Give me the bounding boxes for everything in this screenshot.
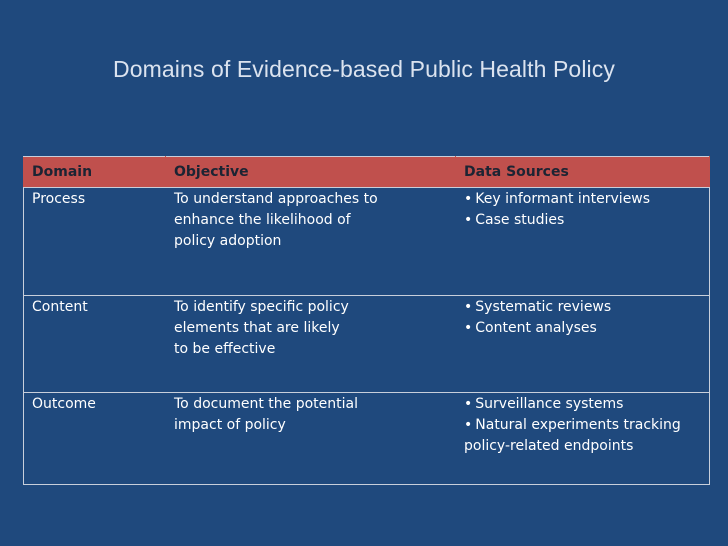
data-source-item [464,394,701,415]
domain-cell [24,393,166,485]
table-row [24,393,710,485]
data-source-text: Key informant interviews [475,191,651,207]
objective-line: impact of policy [174,417,286,433]
data-source-item [464,189,701,210]
objective-cell [166,188,456,296]
domain-label: Outcome [32,396,96,412]
bullet-icon: • [464,417,473,433]
data-source-text: Systematic reviews [475,299,612,315]
header-objective: Objective [166,157,456,188]
objective-cell [166,296,456,393]
data-source-item [464,297,701,318]
data-source-continuation: policy-related endpoints [464,438,634,454]
domain-label: Content [32,299,88,315]
domain-cell [24,296,166,393]
bullet-icon: • [464,212,473,228]
objective-line: To document the potential [174,396,358,412]
bullet-icon: • [464,299,473,315]
bullet-icon: • [464,320,473,336]
data-source-item [464,318,701,339]
evidence-table [23,156,710,485]
data-sources-cell [456,393,710,485]
table-header-row [24,157,710,188]
objective-line: enhance the likelihood of [174,212,351,228]
data-source-item [464,415,701,436]
domain-cell [24,188,166,296]
bullet-icon: • [464,191,473,207]
data-source-item [464,210,701,231]
header-data-sources: Data Sources [456,157,710,188]
objective-cell [166,393,456,485]
data-source-text: Surveillance systems [475,396,624,412]
objective-line: elements that are likely [174,320,340,336]
bullet-icon: • [464,396,473,412]
data-source-text: Case studies [475,212,565,228]
objective-line: To identify specific policy [174,299,349,315]
objective-line: to be effective [174,341,276,357]
table-row [24,296,710,393]
data-source-text: Natural experiments tracking [475,417,681,433]
objective-line: policy adoption [174,233,282,249]
data-source-text: Content analyses [475,320,597,336]
header-domain: Domain [24,157,166,188]
table-row [24,188,710,296]
data-sources-cell [456,296,710,393]
objective-line: To understand approaches to [174,191,378,207]
data-sources-cell [456,188,710,296]
slide-title: Domains of Evidence-based Public Health Policy [113,56,615,82]
domain-label: Process [32,191,86,207]
